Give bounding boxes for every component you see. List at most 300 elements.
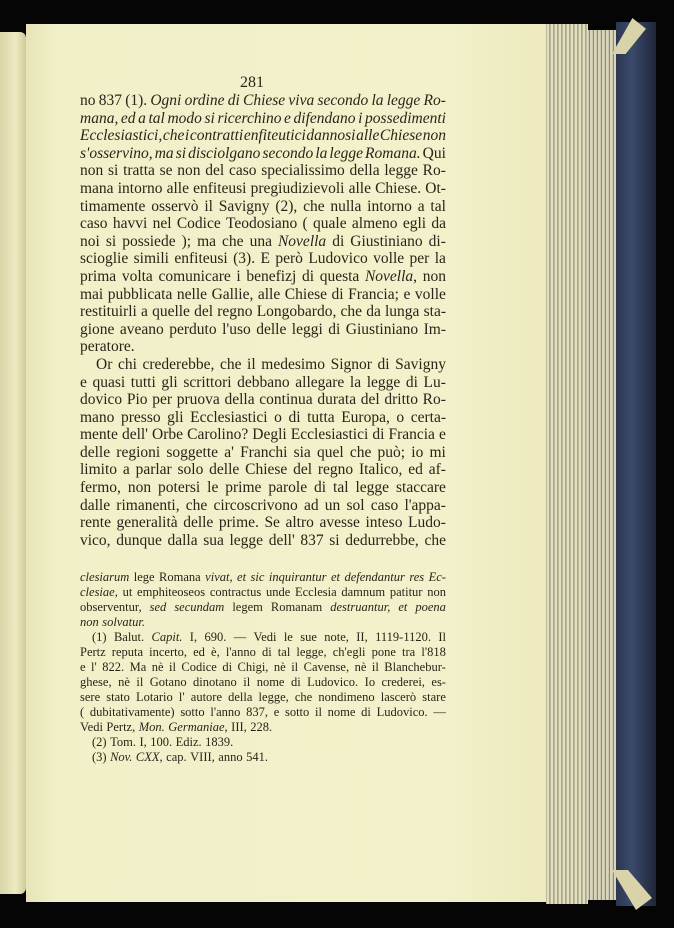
word: Pertz — [80, 645, 106, 659]
word: Gallie, — [211, 285, 254, 303]
word: di — [331, 285, 344, 303]
word: note, — [324, 630, 349, 644]
word: staccare — [395, 479, 446, 497]
word: Chigi, — [237, 660, 269, 674]
word: di — [314, 479, 327, 497]
word: legge, — [296, 645, 327, 659]
word: Ma — [129, 660, 147, 674]
word: VIII, — [190, 750, 215, 764]
word: le — [283, 630, 293, 644]
word: prima — [80, 267, 117, 285]
word: difendano — [293, 109, 356, 127]
word: et — [398, 600, 408, 614]
word: mano — [80, 408, 115, 426]
word: Pertz, — [106, 720, 136, 734]
word: lege — [133, 570, 155, 584]
word: almeno — [351, 215, 398, 233]
word: dalla — [167, 531, 198, 549]
word: Vedi — [80, 720, 103, 734]
word: del — [293, 461, 313, 479]
word: 541. — [246, 750, 268, 764]
text-line — [80, 461, 446, 479]
word: legge — [355, 479, 390, 497]
word: ed — [193, 645, 205, 659]
word: di — [328, 320, 341, 338]
footnote-line — [80, 645, 446, 660]
word: il — [243, 675, 251, 689]
word: quel — [316, 443, 344, 461]
word: che — [349, 443, 372, 461]
word: ); — [181, 232, 192, 250]
word: legge — [366, 373, 401, 391]
word: che — [340, 303, 363, 321]
text-line — [80, 444, 446, 462]
word: gione — [80, 320, 115, 338]
word: Romana — [159, 570, 201, 584]
word: Lotario — [135, 690, 173, 704]
word: 837 — [300, 531, 324, 549]
word: tal — [430, 197, 446, 215]
text-line — [80, 233, 446, 251]
word: però — [275, 250, 303, 268]
word: gli — [167, 408, 184, 426]
word: stare — [422, 690, 446, 704]
word: i — [358, 109, 363, 127]
word: si — [204, 109, 215, 127]
word: pubblicata — [107, 285, 173, 303]
word: Germaniae, — [168, 720, 228, 734]
word: legge — [329, 144, 363, 162]
word: unde — [265, 585, 291, 599]
word: scrittori — [183, 373, 232, 391]
word: Ro- — [422, 162, 446, 180]
word: ut — [122, 585, 133, 599]
word: viva — [288, 92, 315, 109]
word: nè — [354, 660, 367, 674]
word: Novella — [277, 232, 327, 250]
word: I, — [189, 630, 198, 644]
word: si — [107, 162, 119, 180]
word: di — [288, 408, 301, 426]
word: enfiteusi — [193, 179, 247, 197]
word: solvatur. — [102, 615, 145, 629]
footnote-line — [80, 615, 446, 630]
word: dedurrebbe, — [345, 531, 419, 549]
word: noi — [80, 232, 100, 250]
word: observentur, — [80, 600, 142, 614]
word: nondimeno — [318, 690, 375, 704]
word-part: , — [413, 267, 418, 285]
word: e — [80, 660, 86, 674]
word: no — [80, 92, 96, 109]
word: Degli — [252, 426, 287, 444]
word: può; — [377, 443, 406, 461]
text-line — [80, 303, 446, 321]
word: parole — [268, 479, 308, 497]
word: dovico — [80, 391, 123, 409]
word: e — [80, 373, 87, 391]
word: aveano — [119, 320, 164, 338]
word: l'uso — [222, 320, 251, 338]
word: l' — [178, 690, 185, 704]
footnote-line — [80, 675, 446, 690]
word: di — [301, 267, 315, 285]
page-number: 281 — [240, 74, 264, 91]
word: volta — [121, 267, 153, 285]
word: Chiese — [242, 92, 286, 109]
word: tratta — [123, 162, 155, 180]
word: presso — [121, 408, 161, 426]
word: sic — [250, 570, 265, 584]
text-line — [80, 514, 446, 532]
footnote-line — [80, 705, 446, 720]
word: per — [409, 250, 430, 268]
word: della — [349, 162, 380, 180]
word: simili — [133, 250, 169, 268]
text-line — [80, 409, 446, 427]
book-cover — [616, 22, 656, 906]
word: Im- — [423, 320, 446, 338]
word: Blanchebur- — [384, 660, 446, 674]
word: le — [207, 479, 219, 497]
word: vico, — [80, 531, 111, 549]
word: sue — [300, 630, 317, 644]
word: dinotano — [193, 675, 237, 689]
word: Signor — [330, 355, 372, 373]
word: et — [330, 570, 341, 584]
word: Ludo- — [408, 514, 446, 532]
word: di — [405, 373, 418, 391]
word: del — [360, 391, 380, 409]
word: Tom. — [110, 735, 136, 749]
word: reputa — [111, 645, 144, 659]
word: destruantur, — [330, 600, 391, 614]
word: altro — [285, 514, 314, 532]
word: e — [284, 109, 291, 127]
word: Ecclesiastici, — [80, 127, 163, 145]
word: 837 — [98, 92, 122, 109]
left-page-edge — [0, 32, 26, 894]
text-line — [80, 180, 446, 198]
word: ( — [80, 705, 85, 719]
footnote-line — [80, 630, 446, 645]
word: Giustiniano — [345, 320, 419, 338]
text-line — [80, 250, 446, 268]
footnote-line — [80, 585, 446, 600]
word: sotto — [180, 705, 205, 719]
text-line — [80, 286, 446, 304]
word: Or — [96, 355, 113, 373]
word: alle — [166, 179, 189, 197]
word: possedimenti — [365, 109, 446, 127]
word: Ot- — [425, 179, 446, 197]
word: af- — [428, 461, 446, 479]
page-edges — [546, 24, 588, 904]
word: nè — [118, 675, 130, 689]
word: inteso — [365, 514, 403, 532]
word: di — [261, 645, 272, 659]
word: Gotano — [149, 675, 187, 689]
word: dubitativamente) — [89, 705, 175, 719]
word: tutta — [307, 408, 335, 426]
word: quelle — [152, 303, 190, 321]
word: possiede — [122, 232, 176, 250]
footnote-line — [80, 720, 446, 735]
word: Pio — [126, 391, 148, 409]
word: potersi — [158, 479, 201, 497]
text-line — [80, 92, 446, 110]
word: l' — [91, 660, 97, 674]
word: volle — [414, 285, 446, 303]
word: tal — [333, 479, 349, 497]
word: Romanam — [270, 600, 323, 614]
word: legge — [229, 531, 264, 549]
word: secondo — [317, 92, 369, 109]
word: Francia; — [348, 285, 399, 303]
word: Capit. — [151, 630, 183, 644]
word: nelle — [176, 285, 208, 303]
word: non — [422, 127, 446, 145]
word: di — [372, 426, 385, 444]
word: ma — [197, 232, 217, 250]
word: stato — [106, 690, 130, 704]
word: 690. — [204, 630, 227, 644]
footnote-line — [80, 750, 446, 765]
word: defendantur — [344, 570, 405, 584]
word: clesiae, — [80, 585, 118, 599]
word: Ecclesiastici — [190, 408, 268, 426]
word: mente — [80, 426, 118, 444]
text-line — [80, 426, 446, 444]
word: patitur — [389, 585, 423, 599]
text-line — [80, 532, 446, 550]
word: Franchi — [240, 443, 288, 461]
word: emphiteoseos — [137, 585, 206, 599]
word: continua — [259, 391, 313, 409]
footnote-line — [80, 600, 446, 615]
word: fermo, — [80, 479, 121, 497]
word: di — [361, 705, 371, 719]
word: tal — [148, 109, 165, 127]
word: solo — [177, 461, 204, 479]
word: o — [274, 408, 282, 426]
word: caso — [370, 496, 399, 514]
word: sotto — [284, 705, 310, 719]
word: o — [396, 408, 405, 426]
word: scioglie — [80, 250, 129, 268]
word: gli — [161, 373, 178, 391]
word: intorno — [117, 179, 163, 197]
word: damnum — [341, 585, 386, 599]
word: legge, — [258, 690, 289, 704]
word: tal — [277, 645, 291, 659]
word: Balut. — [113, 630, 145, 644]
word: quasi — [92, 373, 126, 391]
text-line — [80, 215, 446, 233]
word: caso — [80, 215, 108, 233]
word: Nov. — [110, 750, 133, 764]
word: ed — [408, 461, 423, 479]
word: non — [427, 585, 446, 599]
text-line — [80, 110, 446, 128]
word: 1119-1120. — [375, 630, 431, 644]
word: nome — [256, 675, 285, 689]
word: comunicare — [158, 267, 231, 285]
word: secondo — [262, 144, 314, 162]
footnotes — [80, 570, 446, 765]
word: a — [417, 197, 425, 215]
word: cap. — [166, 750, 187, 764]
word: della — [224, 391, 255, 409]
text-line — [80, 391, 446, 409]
word: di- — [428, 232, 446, 250]
word: del — [194, 303, 214, 321]
word: III, — [231, 720, 247, 734]
word: rimanenti, — [116, 496, 180, 514]
word: questa — [319, 267, 360, 285]
word: (3). — [233, 250, 256, 268]
word: prime — [225, 479, 262, 497]
word: intorno — [367, 197, 412, 215]
word: sia — [293, 443, 311, 461]
word: mana, — [80, 109, 119, 127]
word: la — [315, 144, 328, 162]
word: inquirantur — [268, 570, 327, 584]
word: ed — [120, 109, 136, 127]
word: di — [377, 355, 390, 373]
word: Ec- — [428, 570, 446, 584]
word: ma — [154, 144, 174, 162]
word: non — [422, 267, 446, 285]
word: Ludovico — [308, 250, 368, 268]
word: Chiese — [245, 461, 288, 479]
word: perduto — [169, 320, 217, 338]
word: a — [122, 461, 130, 479]
word: ordine — [184, 92, 225, 109]
word: modo — [167, 109, 202, 127]
word: a' — [224, 443, 234, 461]
word: delle — [80, 443, 111, 461]
page-edges-outer — [588, 30, 616, 900]
word: enfiteutici — [243, 127, 306, 145]
word: a — [138, 109, 146, 127]
word: Io — [364, 675, 376, 689]
word: non — [80, 162, 104, 180]
word: il — [247, 355, 256, 373]
footnote-line — [80, 570, 446, 585]
word: il — [169, 660, 176, 674]
word: di — [222, 660, 233, 674]
word: legge — [384, 162, 418, 180]
text-line — [80, 338, 446, 356]
word: delle — [183, 514, 214, 532]
word: peratore. — [80, 338, 135, 356]
word: nè — [151, 660, 164, 674]
word: Romana. — [365, 144, 421, 162]
word: mi — [429, 443, 446, 461]
word: il — [291, 660, 299, 674]
text-line — [80, 268, 446, 286]
word: egli — [402, 215, 427, 233]
word: la — [434, 250, 446, 268]
text-line — [80, 145, 446, 163]
word: e — [403, 285, 411, 303]
word: quale — [313, 215, 347, 233]
word: sed — [149, 600, 167, 614]
word: Italico, — [358, 461, 403, 479]
word: secundam — [174, 600, 225, 614]
word: Savigny — [395, 355, 446, 373]
word: (1). — [125, 92, 148, 109]
word: che — [303, 197, 325, 215]
word: non — [80, 615, 99, 629]
word: dell' — [121, 426, 148, 444]
word: pruova — [176, 391, 220, 409]
word: alle — [356, 127, 380, 145]
word: della — [228, 690, 253, 704]
word: regioni — [116, 443, 161, 461]
text-line — [80, 356, 446, 374]
word: non — [177, 162, 201, 180]
word: enfiteusi — [174, 250, 228, 268]
word: Chiese — [379, 127, 423, 145]
word: Francia — [388, 426, 435, 444]
word: legge — [386, 92, 421, 109]
word: nulla — [330, 197, 362, 215]
word: e — [439, 426, 446, 444]
word: alle — [348, 179, 371, 197]
word: generalità — [116, 514, 178, 532]
word: 1839. — [205, 735, 234, 749]
text-line — [80, 198, 446, 216]
word: leggi — [291, 320, 323, 338]
word: — — [233, 630, 247, 644]
word: Chiese. — [375, 179, 422, 197]
word: che — [219, 355, 242, 373]
word: — — [433, 705, 446, 719]
word: nè — [273, 660, 286, 674]
word: di — [227, 92, 240, 109]
word: tra — [402, 645, 416, 659]
word: un — [324, 496, 341, 514]
word: la — [371, 92, 384, 109]
word: soggette — [166, 443, 219, 461]
word: Longobardo, — [256, 303, 337, 321]
text-line — [80, 497, 446, 515]
word: che — [222, 232, 244, 250]
word: Ro- — [423, 92, 446, 109]
word: Orbe — [152, 426, 184, 444]
word: Ro- — [422, 391, 446, 409]
word: mai — [80, 285, 104, 303]
word: res — [409, 570, 425, 584]
word: Mon. — [138, 720, 165, 734]
word: dunque — [116, 531, 162, 549]
word: che — [294, 690, 313, 704]
word: avesse — [319, 514, 360, 532]
word: regno — [217, 303, 253, 321]
word: I, — [139, 735, 147, 749]
word: delle — [209, 461, 240, 479]
word: che — [185, 496, 208, 514]
word: Se — [264, 514, 280, 532]
word: timamente — [80, 197, 146, 215]
word: si — [175, 144, 187, 162]
word: i — [184, 127, 190, 145]
word: autore — [190, 690, 222, 704]
word: il — [204, 197, 213, 215]
word: Codice — [176, 215, 221, 233]
